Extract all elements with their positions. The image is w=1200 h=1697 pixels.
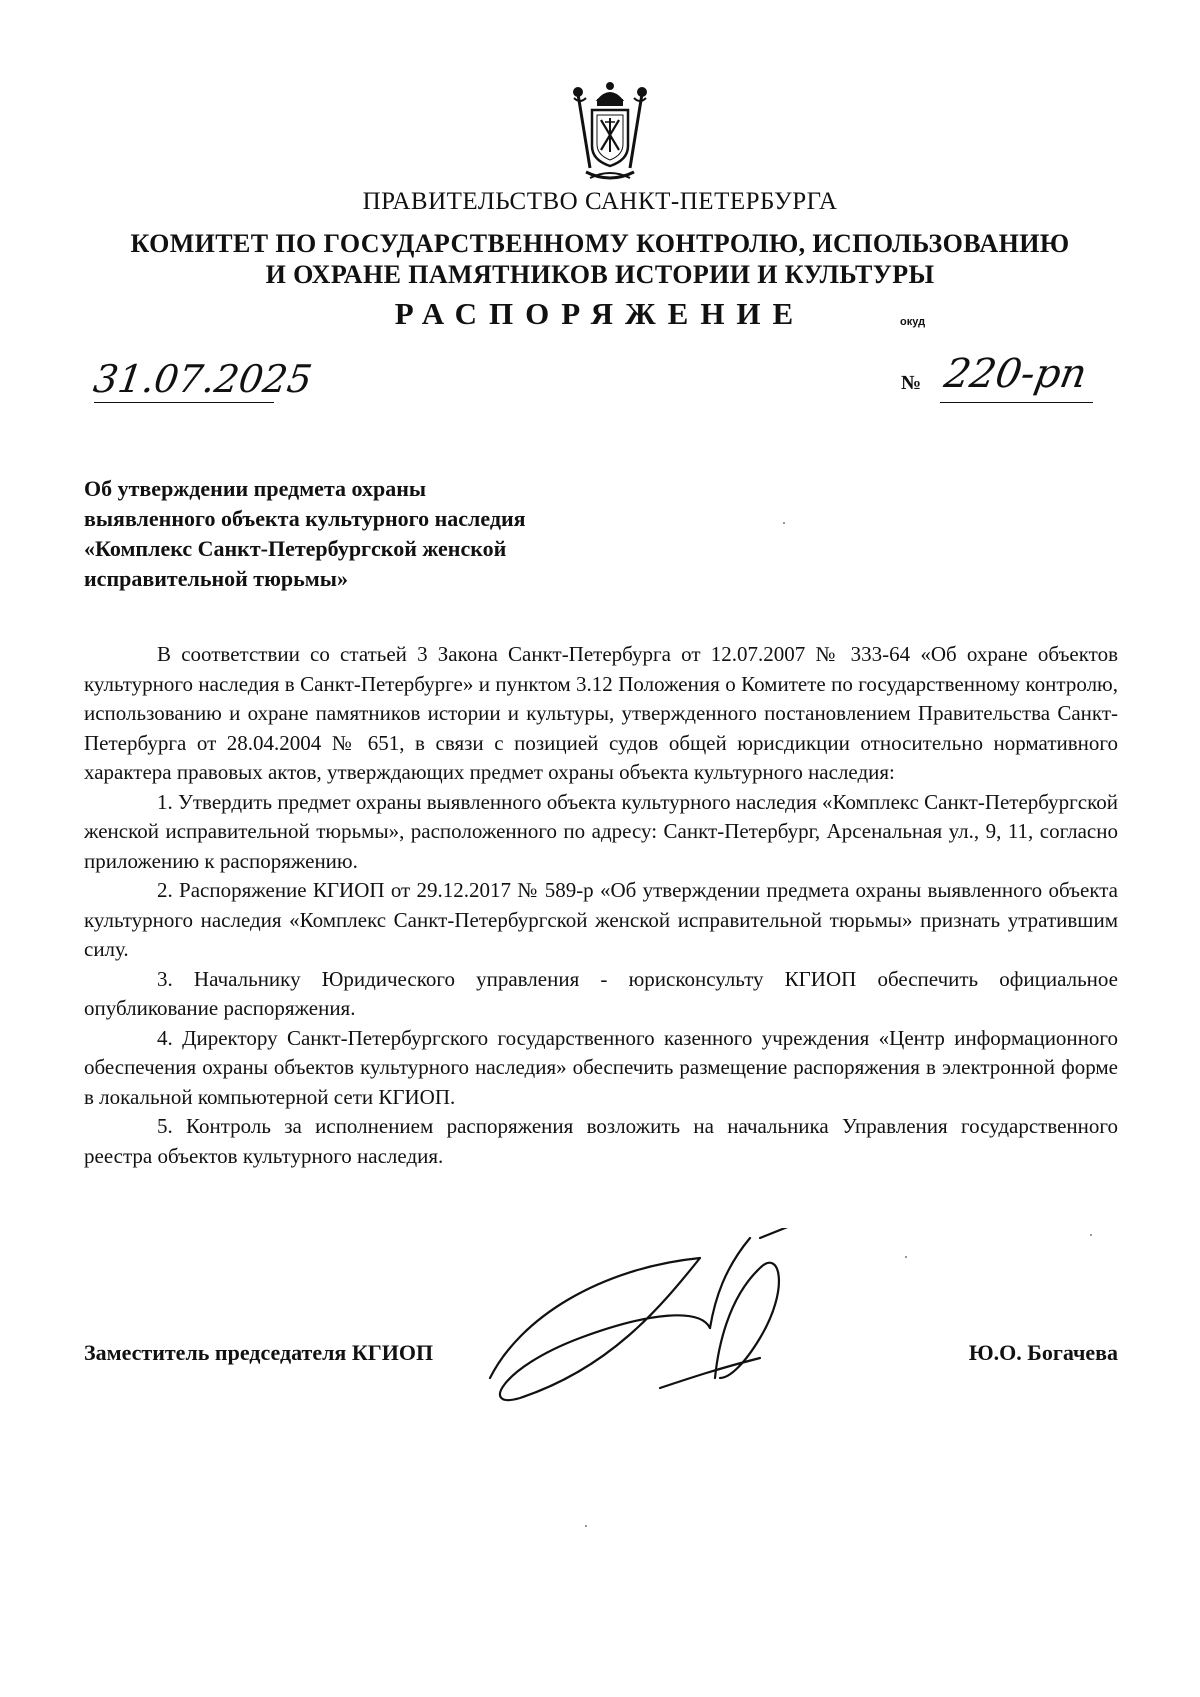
date-underline <box>94 402 274 403</box>
subject-line-3: «Комплекс Санкт-Петербургской женской <box>84 536 507 561</box>
number-sign: № <box>901 372 922 394</box>
subject-line-1: Об утверждении предмета охраны <box>84 476 427 501</box>
subject-line-4: исправительной тюрьмы» <box>84 566 348 591</box>
scan-speck <box>1090 1234 1092 1236</box>
document-type: РАСПОРЯЖЕНИЕ <box>394 296 806 331</box>
document-number: 220-рп <box>940 351 1091 397</box>
scan-speck <box>585 1525 587 1527</box>
order-item-3: 3. Начальнику Юридического управления - юрисконсульту КГИОП обеспечить официальное опубликование распоряжения. <box>84 966 1118 1020</box>
coat-of-arms-icon <box>572 80 648 184</box>
order-item-2: 2. Распоряжение КГИОП от 29.12.2017 № 589-р «Об утверждении предмета охраны выявленного объекта культурного наследия «Комплекс Санкт-Петербургской женской исправительной тюрьмы» признать утратившим силу. <box>84 878 1118 961</box>
handwritten-signature <box>460 1228 860 1428</box>
scan-speck <box>905 1256 907 1258</box>
scan-speck <box>783 522 785 524</box>
order-item-4: 4. Директору Санкт-Петербургского государственного казенного учреждения «Центр информационного обеспечения охраны объектов культурного наследия» обеспечить размещение распоряжения в электронной форме в локальной компьютерной сети КГИОП. <box>84 1025 1118 1109</box>
okud-label: окуд <box>900 316 926 328</box>
order-item-5: 5. Контроль за исполнением распоряжения возложить на начальника Управления государственного реестра объектов культурного наследия. <box>84 1114 1118 1168</box>
document-subject <box>84 474 644 594</box>
document-date: 31.07.2025 <box>90 357 315 401</box>
committee-line-2: И ОХРАНЕ ПАМЯТНИКОВ ИСТОРИИ И КУЛЬТУРЫ <box>265 260 935 289</box>
order-item-1: 1. Утвердить предмет охраны выявленного объекта культурного наследия «Комплекс Санкт-Петербургской женской исправительной тюрьмы», расположенного по адресу: Санкт-Петербург, Арсенальная ул., 9, 11, согласно приложению к распоряжению. <box>84 789 1118 873</box>
document-body <box>84 640 1118 1171</box>
committee-line-1: КОМИТЕТ ПО ГОСУДАРСТВЕННОМУ КОНТРОЛЮ, ИСПОЛЬЗОВАНИЮ <box>130 229 1070 258</box>
preamble-paragraph: В соответствии со статьей 3 Закона Санкт-Петербурга от 12.07.2007 № 333-64 «Об охране объектов культурного наследия в Санкт-Петербурге» и пунктом 3.12 Положения о Комитете по государственному контролю, использованию и охране памятников истории и культуры, утвержденного постановлением Правительства Санкт-Петербурга от 28.04.2004 № 651, в связи с позицией судов общей юрисдикции относительно нормативного характера правовых актов, утверждающих предмет охраны объекта культурного наследия: <box>84 642 1118 784</box>
committee-name <box>0 228 1200 290</box>
signatory-name: Ю.О. Богачева <box>968 1340 1118 1365</box>
government-name: ПРАВИТЕЛЬСТВО САНКТ-ПЕТЕРБУРГА <box>362 188 838 215</box>
subject-line-2: выявленного объекта культурного наследия <box>84 506 526 531</box>
signatory-position: Заместитель председателя КГИОП <box>84 1340 434 1365</box>
number-underline <box>940 402 1093 403</box>
